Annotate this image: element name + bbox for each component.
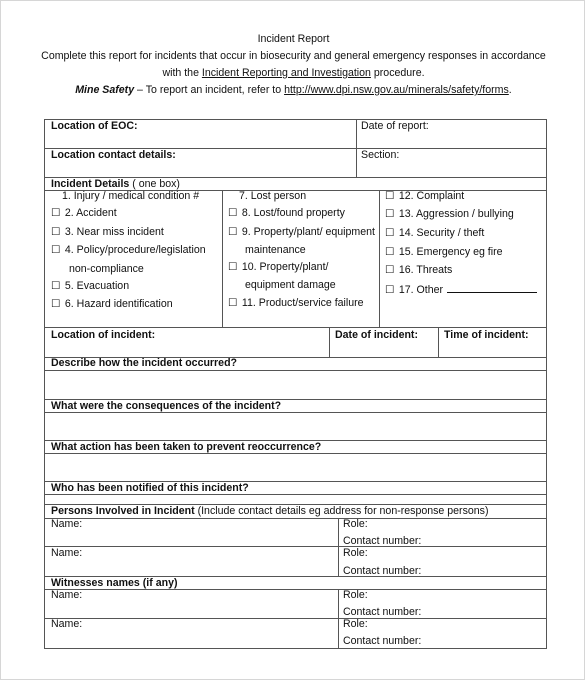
- checkbox-item-11[interactable]: [228, 297, 364, 309]
- person-2-contact-label: Contact number:: [343, 565, 422, 577]
- person-1-contact-label: Contact number:: [343, 535, 422, 547]
- checkbox-label: 12. Complaint: [398, 190, 465, 202]
- location-eoc-label: Location of EOC:: [51, 120, 138, 132]
- person-2-role-label: Role:: [343, 547, 368, 559]
- checkbox-label: 15. Emergency eg fire: [398, 246, 503, 258]
- time-of-incident-label: Time of incident:: [444, 329, 529, 341]
- checkbox-icon: ☐: [228, 226, 238, 238]
- checkbox-label: 16. Threats: [398, 264, 453, 276]
- checkbox-label: 6. Hazard identification: [64, 298, 173, 310]
- checkbox-item-14[interactable]: [385, 227, 484, 239]
- col-divider: [356, 119, 357, 177]
- row-divider: [44, 518, 547, 519]
- checkbox-label: 1. Injury / medical condition #: [61, 190, 200, 202]
- checkbox-label: 4. Policy/procedure/legislation: [64, 244, 206, 256]
- witness-2-contact-label: Contact number:: [343, 635, 422, 647]
- section-label: Section:: [361, 149, 400, 161]
- checkbox-label: 9. Property/plant/ equipment: [241, 226, 375, 238]
- row-divider: [44, 370, 547, 371]
- checkbox-item-12[interactable]: [385, 190, 464, 202]
- intro-line-2: [1, 67, 585, 79]
- checkbox-item-5[interactable]: [51, 280, 129, 292]
- checkbox-icon: ☐: [385, 190, 395, 202]
- checkbox-icon: ☐: [228, 297, 238, 309]
- row-divider: [44, 546, 547, 547]
- mine-safety-end: .: [508, 84, 512, 96]
- checkbox-label-continued: equipment damage: [245, 279, 336, 291]
- checkbox-label: 14. Security / theft: [398, 227, 485, 239]
- incident-details-heading: [51, 178, 180, 190]
- checkbox-item-16[interactable]: [385, 264, 452, 276]
- checkbox-label: 5. Evacuation: [64, 280, 130, 292]
- checkbox-label: 17. Other: [398, 284, 444, 296]
- date-of-report-label: Date of report:: [361, 120, 429, 132]
- checkbox-label: 7. Lost person: [238, 190, 307, 202]
- describe-question: Describe how the incident occurred?: [51, 357, 238, 369]
- location-of-incident-label: Location of incident:: [51, 329, 156, 341]
- witness-1-contact-label: Contact number:: [343, 606, 422, 618]
- incident-details-paren: (: [129, 178, 136, 190]
- person-1-role-label: Role:: [343, 518, 368, 530]
- checkbox-item-4[interactable]: [51, 244, 206, 256]
- checkbox-item-6[interactable]: [51, 298, 173, 310]
- witness-2-role-label: Role:: [343, 618, 368, 630]
- checkbox-item-7[interactable]: [228, 190, 306, 202]
- row-divider: [44, 327, 547, 328]
- table-border-right: [546, 119, 547, 649]
- checkbox-label: 10. Property/plant/: [241, 261, 329, 273]
- action-question: What action has been taken to prevent reoccurrence?: [51, 441, 322, 453]
- persons-involved-bold: Persons Involved in Incident: [51, 505, 195, 517]
- checkbox-icon: ☐: [385, 227, 395, 239]
- checkbox-icon: ☐: [51, 226, 61, 238]
- intro-line-2-pre: with the: [162, 67, 202, 79]
- row-divider: [44, 494, 547, 495]
- col-divider: [329, 327, 330, 357]
- checkbox-item-3[interactable]: [51, 226, 164, 238]
- mine-safety-text: – To report an incident, refer to: [134, 84, 285, 96]
- incident-details-end: one box): [135, 178, 180, 190]
- checkbox-item-13[interactable]: [385, 208, 514, 220]
- date-of-incident-label: Date of incident:: [335, 329, 418, 341]
- checkbox-label-continued: non-compliance: [69, 263, 144, 275]
- checkbox-icon: ☐: [228, 261, 238, 273]
- checkbox-item-2[interactable]: [51, 207, 117, 219]
- person-1-name-label: Name:: [51, 518, 83, 530]
- row-divider: [44, 412, 547, 413]
- checkbox-item-15[interactable]: [385, 246, 503, 258]
- witnesses-heading: Witnesses names (if any): [51, 577, 178, 589]
- col-divider: [438, 327, 439, 357]
- mine-safety-line: [1, 84, 585, 96]
- intro-line-1: Complete this report for incidents that occur in biosecurity and general emergency responses in accordance: [41, 50, 546, 62]
- checkbox-icon: ☐: [385, 264, 395, 276]
- consequences-question: What were the consequences of the incident?: [51, 400, 282, 412]
- checkbox-icon: ☐: [51, 298, 61, 310]
- person-2-name-label: Name:: [51, 547, 83, 559]
- procedure-link[interactable]: Incident Reporting and Investigation: [201, 67, 371, 79]
- witness-1-role-label: Role:: [343, 589, 368, 601]
- location-contact-label: Location contact details:: [51, 149, 176, 161]
- witness-2-name-label: Name:: [51, 618, 83, 630]
- checkbox-icon: ☐: [51, 244, 61, 256]
- persons-involved-note: (Include contact details eg address for non-response persons): [194, 505, 489, 517]
- col-divider: [338, 518, 339, 576]
- col-divider: [338, 589, 339, 648]
- checkbox-icon: ☐: [228, 207, 238, 219]
- checkbox-label: 11. Product/service failure: [241, 297, 364, 309]
- checkbox-item-17[interactable]: [385, 283, 537, 296]
- checkbox-label: 3. Near miss incident: [64, 226, 164, 238]
- checkbox-label: 8. Lost/found property: [241, 207, 345, 219]
- mine-safety-url-link[interactable]: http://www.dpi.nsw.gov.au/minerals/safety/forms: [284, 84, 509, 96]
- checkbox-item-9[interactable]: [228, 226, 375, 238]
- checkbox-item-1[interactable]: [51, 190, 199, 202]
- col-divider: [222, 190, 223, 327]
- intro-line-2-post: procedure.: [370, 67, 425, 79]
- checkbox-icon: ☐: [51, 280, 61, 292]
- checkbox-label: 2. Accident: [64, 207, 117, 219]
- checkbox-item-10[interactable]: [228, 261, 328, 273]
- row-divider: [44, 453, 547, 454]
- row-divider: [44, 618, 547, 619]
- checkbox-icon: ☐: [385, 208, 395, 220]
- table-border-bottom: [44, 648, 547, 649]
- col-divider: [379, 190, 380, 327]
- checkbox-item-8[interactable]: [228, 207, 345, 219]
- persons-involved-heading: [51, 505, 489, 517]
- witness-1-name-label: Name:: [51, 589, 83, 601]
- table-border-left: [44, 119, 45, 649]
- notified-question: Who has been notified of this incident?: [51, 482, 249, 494]
- checkbox-label: 13. Aggression / bullying: [398, 208, 514, 220]
- checkbox-icon: ☐: [51, 207, 61, 219]
- row-divider: [44, 589, 547, 590]
- other-specify-field[interactable]: [447, 283, 537, 293]
- mine-safety-label: Mine Safety: [75, 84, 135, 96]
- incident-details-bold: Incident Details: [51, 178, 130, 190]
- report-title: Incident Report: [257, 33, 330, 45]
- checkbox-label-continued: maintenance: [245, 244, 306, 256]
- checkbox-icon: ☐: [385, 284, 395, 296]
- checkbox-icon: ☐: [385, 246, 395, 258]
